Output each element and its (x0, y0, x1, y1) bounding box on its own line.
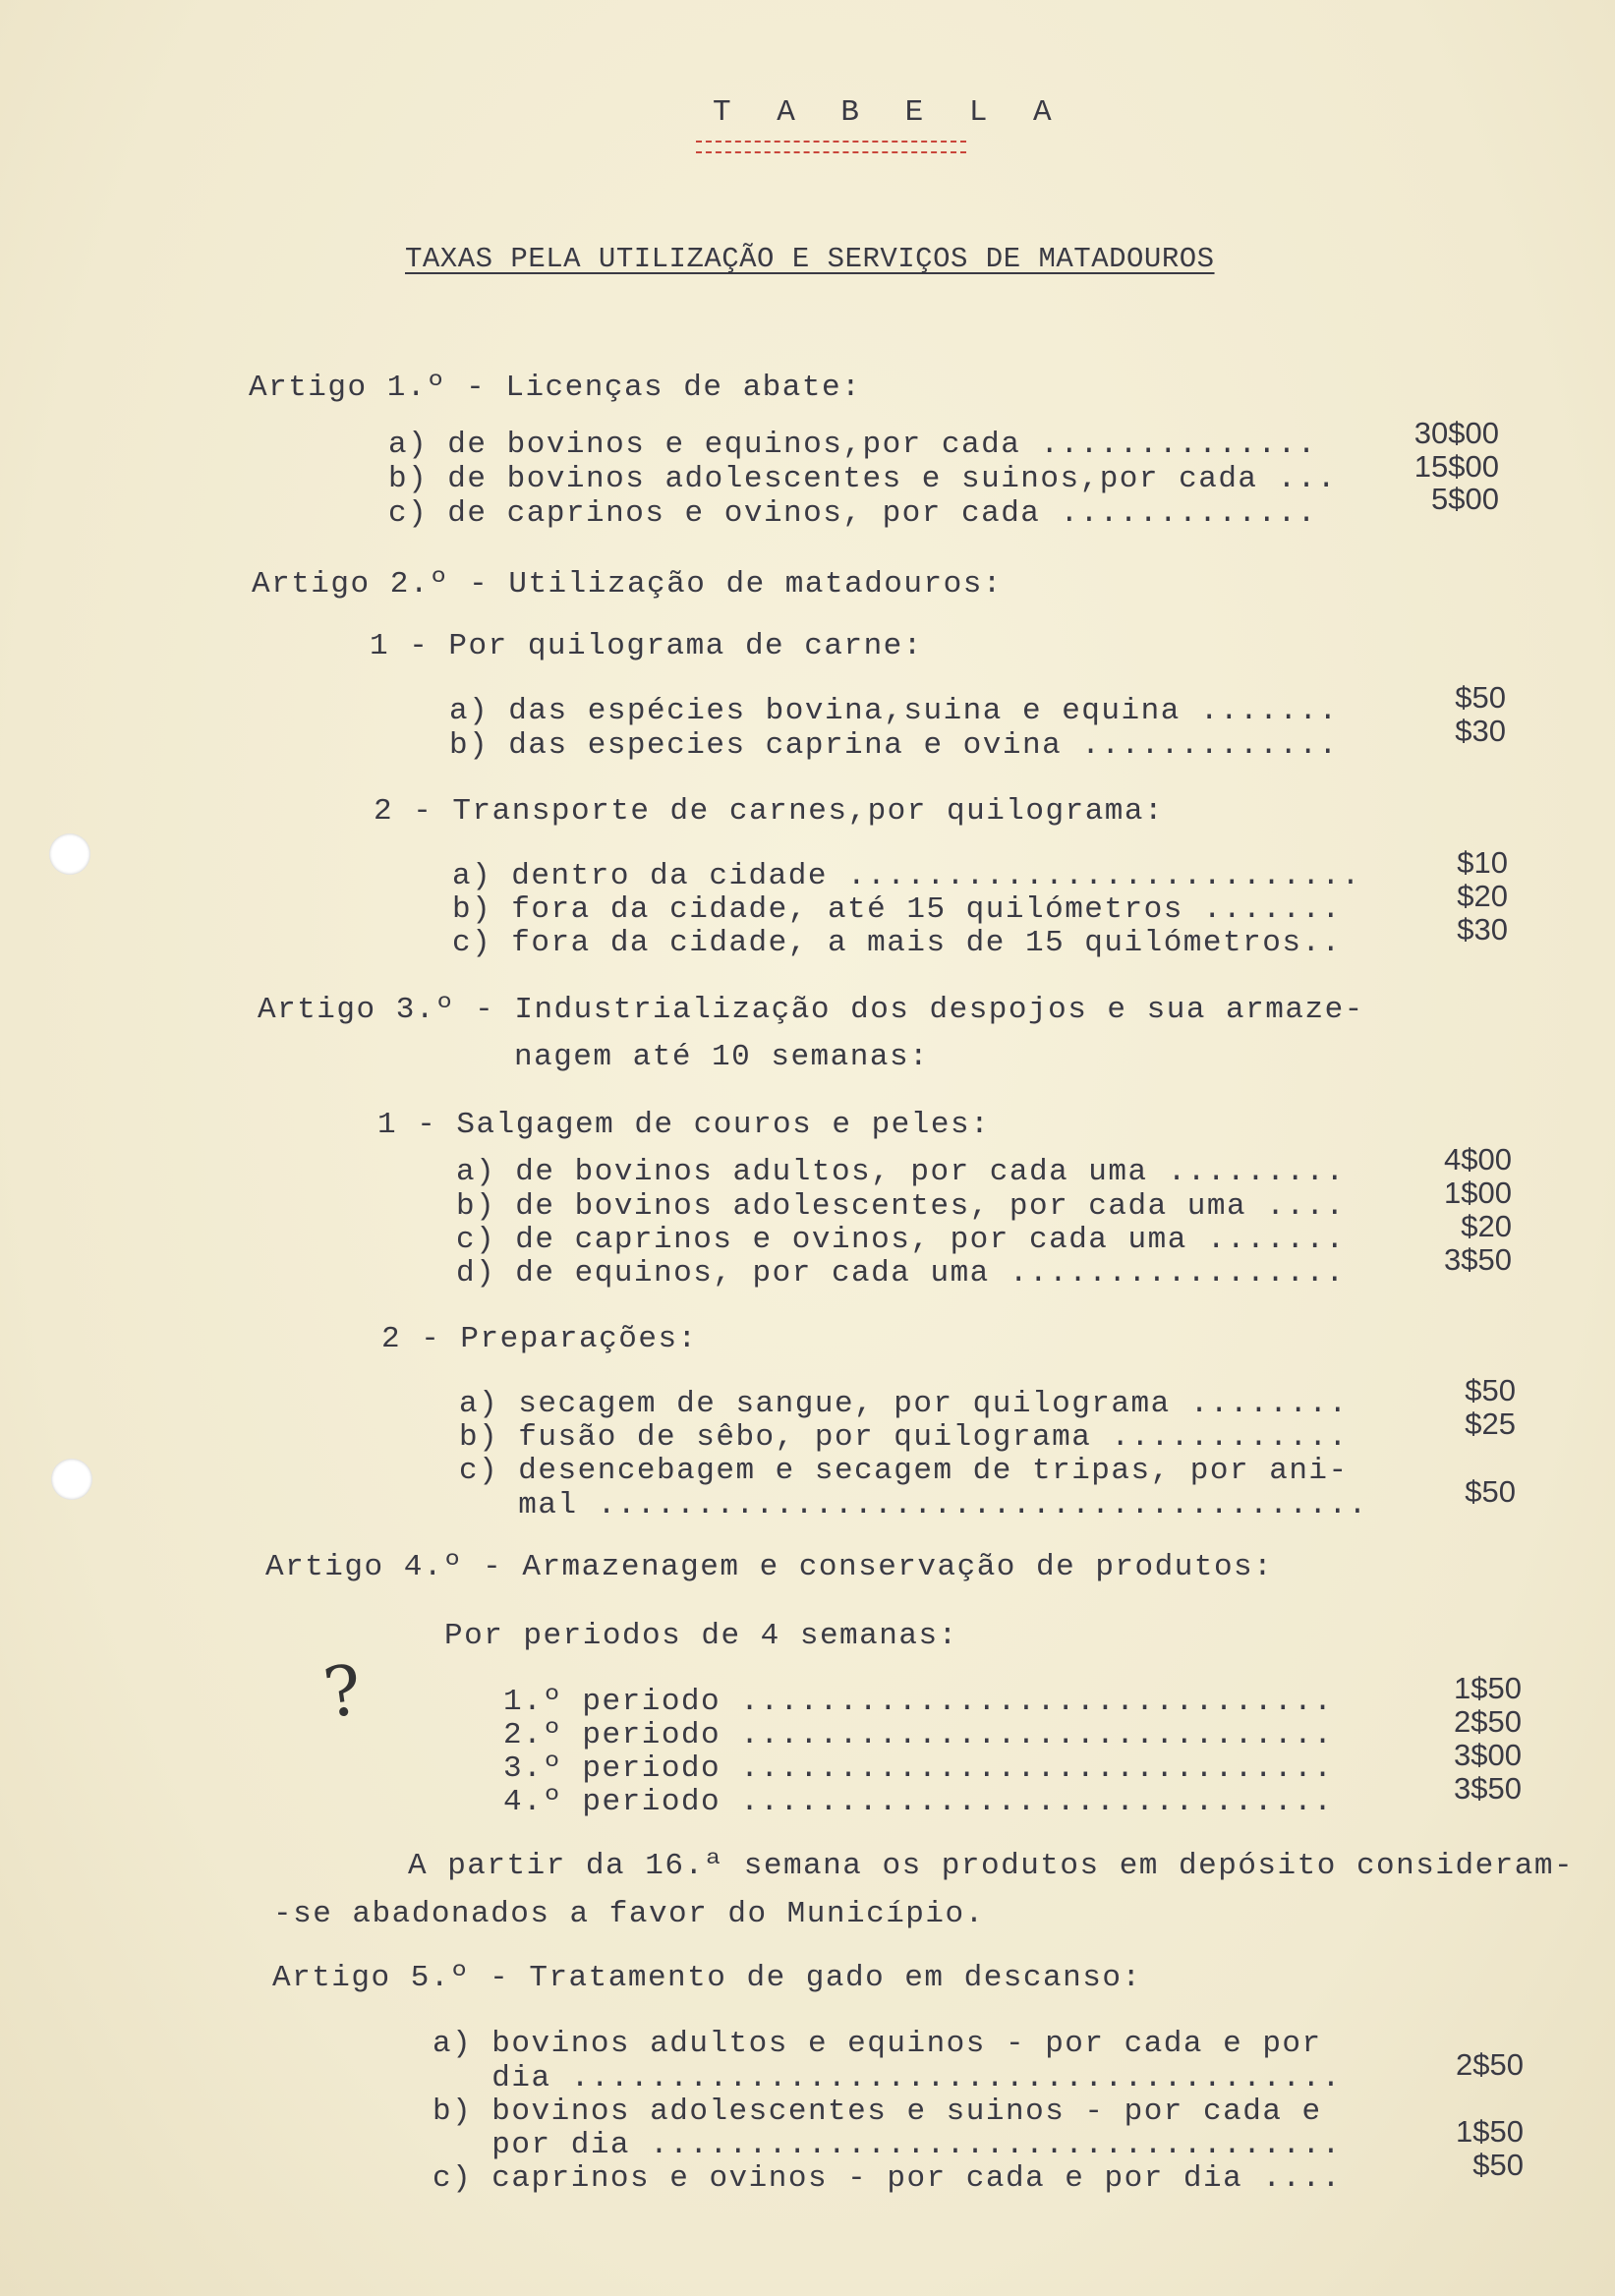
art2-sub1-item: a) das espécies bovina,suina e equina ....... (449, 694, 1339, 728)
art2-sub2-price: $30 (1457, 912, 1508, 947)
art4-item: 1.º periodo .............................. (503, 1685, 1334, 1719)
punch-hole-bottom (51, 1459, 92, 1500)
art5-price: 1$50 (1456, 2114, 1524, 2149)
art2-sub2-item: c) fora da cidade, a mais de 15 quilómetros.. (452, 926, 1342, 960)
art3-sub2: 2 - Preparações: (381, 1322, 698, 1356)
art2-sub2-item: a) dentro da cidade .......................... (452, 859, 1361, 893)
title-underline (696, 141, 966, 153)
art3-sub1-price: 4$00 (1444, 1142, 1512, 1177)
art2-sub1: 1 - Por quilograma de carne: (370, 629, 923, 663)
art1-item: c) de caprinos e ovinos, por cada ............. (388, 496, 1317, 531)
art5-item: c) caprinos e ovinos - por cada e por dia .... (433, 2161, 1342, 2196)
art1-heading: Artigo 1.º - Licenças de abate: (249, 371, 862, 405)
art3-sub2-item: b) fusão de sêbo, por quilograma ............ (459, 1420, 1349, 1455)
art2-sub2-item: b) fora da cidade, até 15 quilómetros ....... (452, 892, 1342, 927)
art4-price: 1$50 (1454, 1671, 1522, 1705)
art3-sub1-price: 3$50 (1444, 1242, 1512, 1277)
art3-sub1-item: d) de equinos, por cada uma ................. (456, 1256, 1346, 1291)
art3-sub1-price: 1$00 (1444, 1176, 1512, 1210)
art4-item: 2.º periodo .............................. (503, 1718, 1334, 1752)
art4-item: 3.º periodo .............................. (503, 1751, 1334, 1786)
art3-sub2-item: a) secagem de sangue, por quilograma ........ (459, 1387, 1349, 1421)
art1-price: 15$00 (1413, 449, 1499, 484)
art4-note-line1: A partir da 16.ª semana os produtos em depósito consideram- (408, 1849, 1575, 1883)
page-subtitle: TAXAS PELA UTILIZAÇÃO E SERVIÇOS DE MATADOUROS (405, 243, 1215, 275)
art4-price: 3$00 (1454, 1738, 1522, 1772)
art4-note-line2: -se abadonados a favor do Município. (273, 1897, 985, 1931)
art2-sub2-price: $10 (1457, 845, 1508, 880)
art3-sub1-item: a) de bovinos adultos, por cada uma ......... (456, 1155, 1346, 1189)
art3-sub1: 1 - Salgagem de couros e peles: (377, 1108, 991, 1142)
art1-item: a) de bovinos e equinos,por cada .............. (388, 428, 1317, 462)
art3-sub1-price: $20 (1461, 1209, 1512, 1243)
art3-sub2-item: mal ....................................... (459, 1488, 1368, 1522)
art4-item: 4.º periodo .............................. (503, 1785, 1334, 1819)
art4-price: 2$50 (1454, 1704, 1522, 1739)
punch-hole-top (49, 833, 90, 875)
art3-sub2-price: $25 (1465, 1406, 1516, 1441)
art3-sub1-item: b) de bovinos adolescentes, por cada uma .... (456, 1189, 1346, 1224)
art1-price: 5$00 (1431, 482, 1499, 516)
art4-heading: Artigo 4.º - Armazenagem e conservação de produtos: (265, 1550, 1274, 1584)
art3-sub2-price: $50 (1465, 1373, 1516, 1407)
art4-price: 3$50 (1454, 1771, 1522, 1806)
art1-price: 30$00 (1413, 416, 1499, 450)
art5-price: 2$50 (1456, 2047, 1524, 2082)
art3-sub1-item: c) de caprinos e ovinos, por cada uma ....... (456, 1223, 1346, 1257)
art4-sub: Por periodos de 4 semanas: (444, 1619, 958, 1653)
art2-sub1-price: $30 (1455, 714, 1506, 748)
art3-heading: Artigo 3.º - Industrialização dos despojos e sua armaze- (258, 993, 1364, 1027)
art5-price: $50 (1472, 2148, 1524, 2182)
art5-item: dia ....................................... (433, 2061, 1342, 2095)
art3-sub2-item: c) desencebagem e secagem de tripas, por ani- (459, 1454, 1349, 1488)
art5-heading: Artigo 5.º - Tratamento de gado em descanso: (272, 1961, 1142, 1995)
art2-sub1-price: $50 (1455, 680, 1506, 715)
art3-sub2-price: $50 (1465, 1474, 1516, 1509)
art3-heading-cont: nagem até 10 semanas: (514, 1040, 930, 1074)
art2-sub2-price: $20 (1457, 879, 1508, 913)
art1-item: b) de bovinos adolescentes e suinos,por cada ... (388, 462, 1337, 496)
art5-item: a) bovinos adultos e equinos - por cada e por (433, 2027, 1322, 2061)
art2-sub2: 2 - Transporte de carnes,por quilograma: (374, 794, 1165, 829)
page-title: T A B E L A (713, 95, 1066, 130)
art5-item: por dia ................................... (433, 2128, 1342, 2162)
art2-heading: Artigo 2.º - Utilização de matadouros: (252, 567, 1003, 602)
art2-sub1-item: b) das especies caprina e ovina ............. (449, 728, 1339, 763)
margin-question-mark: ? (318, 1648, 368, 1735)
art5-item: b) bovinos adolescentes e suinos - por cada e (433, 2095, 1322, 2129)
